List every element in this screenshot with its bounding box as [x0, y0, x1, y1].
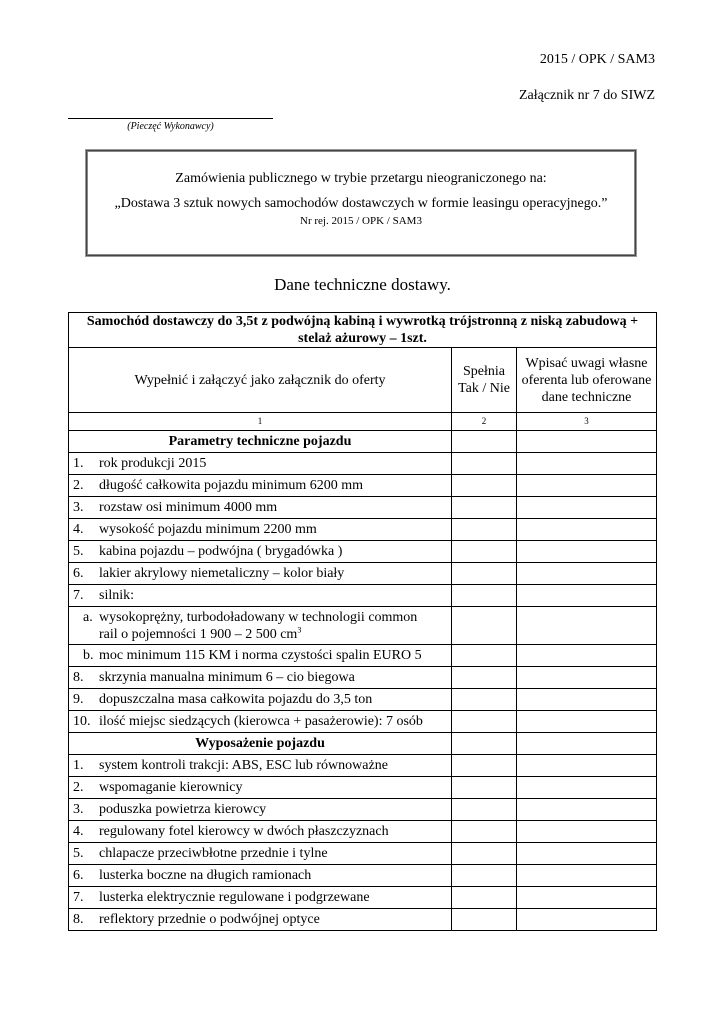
- remarks-cell[interactable]: [517, 607, 657, 645]
- item-description-cell: [69, 475, 452, 497]
- table-row: [69, 777, 657, 799]
- item-number: 5.: [73, 544, 84, 559]
- tender-intro: Zamówienia publicznego w trybie przetargu nieograniczonego na:: [175, 171, 547, 186]
- item-number: 7.: [73, 890, 84, 905]
- compliance-cell[interactable]: [452, 563, 517, 585]
- column-header-row: [69, 348, 657, 413]
- compliance-cell[interactable]: [452, 475, 517, 497]
- column-header-description: Wypełnić i załączyć jako załącznik do oferty: [69, 348, 452, 413]
- stamp-label: (Pieczęć Wykonawcy): [127, 121, 214, 132]
- stamp-signature-line: [68, 118, 273, 119]
- remarks-cell[interactable]: [517, 541, 657, 563]
- tender-subject: „Dostawa 3 sztuk nowych samochodów dostawczych w formie leasingu operacyjnego.”: [114, 196, 608, 211]
- item-description-cell: [69, 453, 452, 475]
- item-text: wspomaganie kierownicy: [99, 780, 243, 795]
- item-text: dopuszczalna masa całkowita pojazdu do 3,5 ton: [99, 692, 373, 707]
- compliance-cell[interactable]: [452, 909, 517, 931]
- compliance-cell[interactable]: [452, 585, 517, 607]
- table-row: [69, 645, 657, 667]
- section-title-parameters: Parametry techniczne pojazdu: [69, 431, 452, 453]
- item-text: regulowany fotel kierowcy w dwóch płaszczyznach: [99, 824, 389, 839]
- remarks-cell[interactable]: [517, 689, 657, 711]
- item-text: system kontroli trakcji: ABS, ESC lub równoważne: [99, 758, 388, 773]
- item-number: 5.: [73, 846, 84, 861]
- table-heading-row: [69, 313, 657, 348]
- compliance-cell[interactable]: [452, 799, 517, 821]
- item-text: kabina pojazdu – podwójna ( brygadówka ): [99, 544, 343, 559]
- item-number: 3.: [73, 802, 84, 817]
- remarks-cell[interactable]: [517, 755, 657, 777]
- item-description-cell: [69, 689, 452, 711]
- item-number: 8.: [73, 670, 84, 685]
- item-description-cell: [69, 711, 452, 733]
- compliance-cell[interactable]: [452, 667, 517, 689]
- item-number: 2.: [73, 780, 84, 795]
- item-text: lakier akrylowy niemetaliczny – kolor biały: [99, 566, 345, 581]
- compliance-cell[interactable]: [452, 497, 517, 519]
- item-description-cell: [69, 497, 452, 519]
- compliance-cell[interactable]: [452, 733, 517, 755]
- compliance-cell[interactable]: [452, 453, 517, 475]
- table-row: [69, 585, 657, 607]
- section-row: [69, 733, 657, 755]
- table-row: [69, 667, 657, 689]
- item-text: rozstaw osi minimum 4000 mm: [99, 500, 278, 515]
- item-text: lusterka elektrycznie regulowane i podgrzewane: [99, 890, 370, 905]
- remarks-cell[interactable]: [517, 909, 657, 931]
- remarks-cell[interactable]: [517, 497, 657, 519]
- technical-spec-table: [68, 312, 657, 931]
- compliance-cell[interactable]: [452, 865, 517, 887]
- table-row: [69, 865, 657, 887]
- table-row: [69, 519, 657, 541]
- item-text: długość całkowita pojazdu minimum 6200 mm: [99, 478, 364, 493]
- section-title-equipment: Wyposażenie pojazdu: [69, 733, 452, 755]
- superscript: 3: [297, 624, 302, 634]
- item-description-cell: [69, 519, 452, 541]
- column-number-row: [69, 413, 657, 431]
- table-row: [69, 843, 657, 865]
- section-row: [69, 431, 657, 453]
- remarks-cell[interactable]: [517, 667, 657, 689]
- item-text: wysokość pojazdu minimum 2200 mm: [99, 522, 317, 537]
- item-text: chlapacze przeciwbłotne przednie i tylne: [99, 846, 328, 861]
- item-description-cell: [69, 909, 452, 931]
- column-number: 1: [69, 413, 452, 431]
- column-header-compliance: Spełnia Tak / Nie: [452, 348, 517, 413]
- table-heading: Samochód dostawczy do 3,5t z podwójną kabiną i wywrotką trójstronną z niską zabudową + stelaż ażurowy – 1szt.: [69, 313, 657, 348]
- item-text: silnik:: [99, 588, 135, 603]
- compliance-cell[interactable]: [452, 711, 517, 733]
- remarks-cell[interactable]: [517, 799, 657, 821]
- table-row: [69, 475, 657, 497]
- item-number: a.: [83, 609, 93, 625]
- item-text: skrzynia manualna minimum 6 – cio biegowa: [99, 670, 355, 685]
- table-row: [69, 887, 657, 909]
- item-description-cell: [69, 843, 452, 865]
- compliance-cell[interactable]: [452, 431, 517, 453]
- item-description-cell: [69, 541, 452, 563]
- item-number: b.: [83, 648, 94, 663]
- item-text: rail o pojemności 1 900 – 2 500 cm: [99, 626, 298, 642]
- table-row: [69, 607, 657, 645]
- item-description-cell: [69, 821, 452, 843]
- table-row: [69, 689, 657, 711]
- item-description-cell: [69, 799, 452, 821]
- remarks-cell[interactable]: [517, 843, 657, 865]
- remarks-cell[interactable]: [517, 585, 657, 607]
- compliance-cell[interactable]: [452, 541, 517, 563]
- document-reference: 2015 / OPK / SAM3: [539, 52, 655, 67]
- compliance-cell[interactable]: [452, 777, 517, 799]
- compliance-cell[interactable]: [452, 843, 517, 865]
- item-number: 1.: [73, 456, 84, 471]
- item-description-cell: [69, 865, 452, 887]
- table-row: [69, 711, 657, 733]
- engine-type-cell: [69, 607, 452, 645]
- item-number: 9.: [73, 692, 84, 707]
- compliance-cell[interactable]: [452, 689, 517, 711]
- compliance-cell[interactable]: [452, 607, 517, 645]
- column-number: 2: [452, 413, 517, 431]
- compliance-cell[interactable]: [452, 887, 517, 909]
- table-row: [69, 799, 657, 821]
- compliance-cell[interactable]: [452, 755, 517, 777]
- item-text: moc minimum 115 KM i norma czystości spalin EURO 5: [99, 648, 422, 663]
- remarks-cell[interactable]: [517, 519, 657, 541]
- table-row: [69, 453, 657, 475]
- remarks-cell[interactable]: [517, 865, 657, 887]
- table-row: [69, 497, 657, 519]
- compliance-cell[interactable]: [452, 645, 517, 667]
- remarks-cell[interactable]: [517, 431, 657, 453]
- tender-info-box: [86, 150, 636, 256]
- remarks-cell[interactable]: [517, 453, 657, 475]
- annex-label: Załącznik nr 7 do SIWZ: [518, 88, 655, 103]
- engine-power-cell: [69, 645, 452, 667]
- item-text: wysokoprężny, turbodoładowany w technologii common: [99, 609, 418, 625]
- item-text: rok produkcji 2015: [99, 456, 207, 471]
- item-description-cell: [69, 585, 452, 607]
- table-row: [69, 541, 657, 563]
- compliance-cell[interactable]: [452, 519, 517, 541]
- remarks-cell[interactable]: [517, 887, 657, 909]
- item-description-cell: [69, 755, 452, 777]
- remarks-cell[interactable]: [517, 711, 657, 733]
- remarks-cell[interactable]: [517, 821, 657, 843]
- item-number: 3.: [73, 500, 84, 515]
- item-number: 8.: [73, 912, 84, 927]
- item-number: 2.: [73, 478, 84, 493]
- item-number: 4.: [73, 522, 84, 537]
- remarks-cell[interactable]: [517, 563, 657, 585]
- column-number: 3: [517, 413, 657, 431]
- remarks-cell[interactable]: [517, 733, 657, 755]
- table-row: [69, 755, 657, 777]
- item-number: 6.: [73, 566, 84, 581]
- item-number: 6.: [73, 868, 84, 883]
- item-number: 4.: [73, 824, 84, 839]
- remarks-cell[interactable]: [517, 645, 657, 667]
- item-description-cell: [69, 887, 452, 909]
- item-number: 1.: [73, 758, 84, 773]
- item-number: 7.: [73, 588, 84, 603]
- column-header-remarks: Wpisać uwagi własne oferenta lub oferowane dane techniczne: [517, 348, 657, 413]
- item-text: lusterka boczne na długich ramionach: [99, 868, 312, 883]
- table-row: [69, 821, 657, 843]
- item-text: poduszka powietrza kierowcy: [99, 802, 267, 817]
- remarks-cell[interactable]: [517, 777, 657, 799]
- item-description-cell: [69, 563, 452, 585]
- item-description-cell: [69, 777, 452, 799]
- item-text: ilość miejsc siedzących (kierowca + pasażerowie): 7 osób: [99, 714, 423, 729]
- item-description-cell: [69, 667, 452, 689]
- table-row: [69, 563, 657, 585]
- remarks-cell[interactable]: [517, 475, 657, 497]
- compliance-cell[interactable]: [452, 821, 517, 843]
- item-text: reflektory przednie o podwójnej optyce: [99, 912, 320, 927]
- tender-registry-number: Nr rej. 2015 / OPK / SAM3: [300, 215, 422, 227]
- page-title: Dane techniczne dostawy.: [274, 275, 451, 294]
- item-number: 10.: [73, 714, 91, 729]
- table-row: [69, 909, 657, 931]
